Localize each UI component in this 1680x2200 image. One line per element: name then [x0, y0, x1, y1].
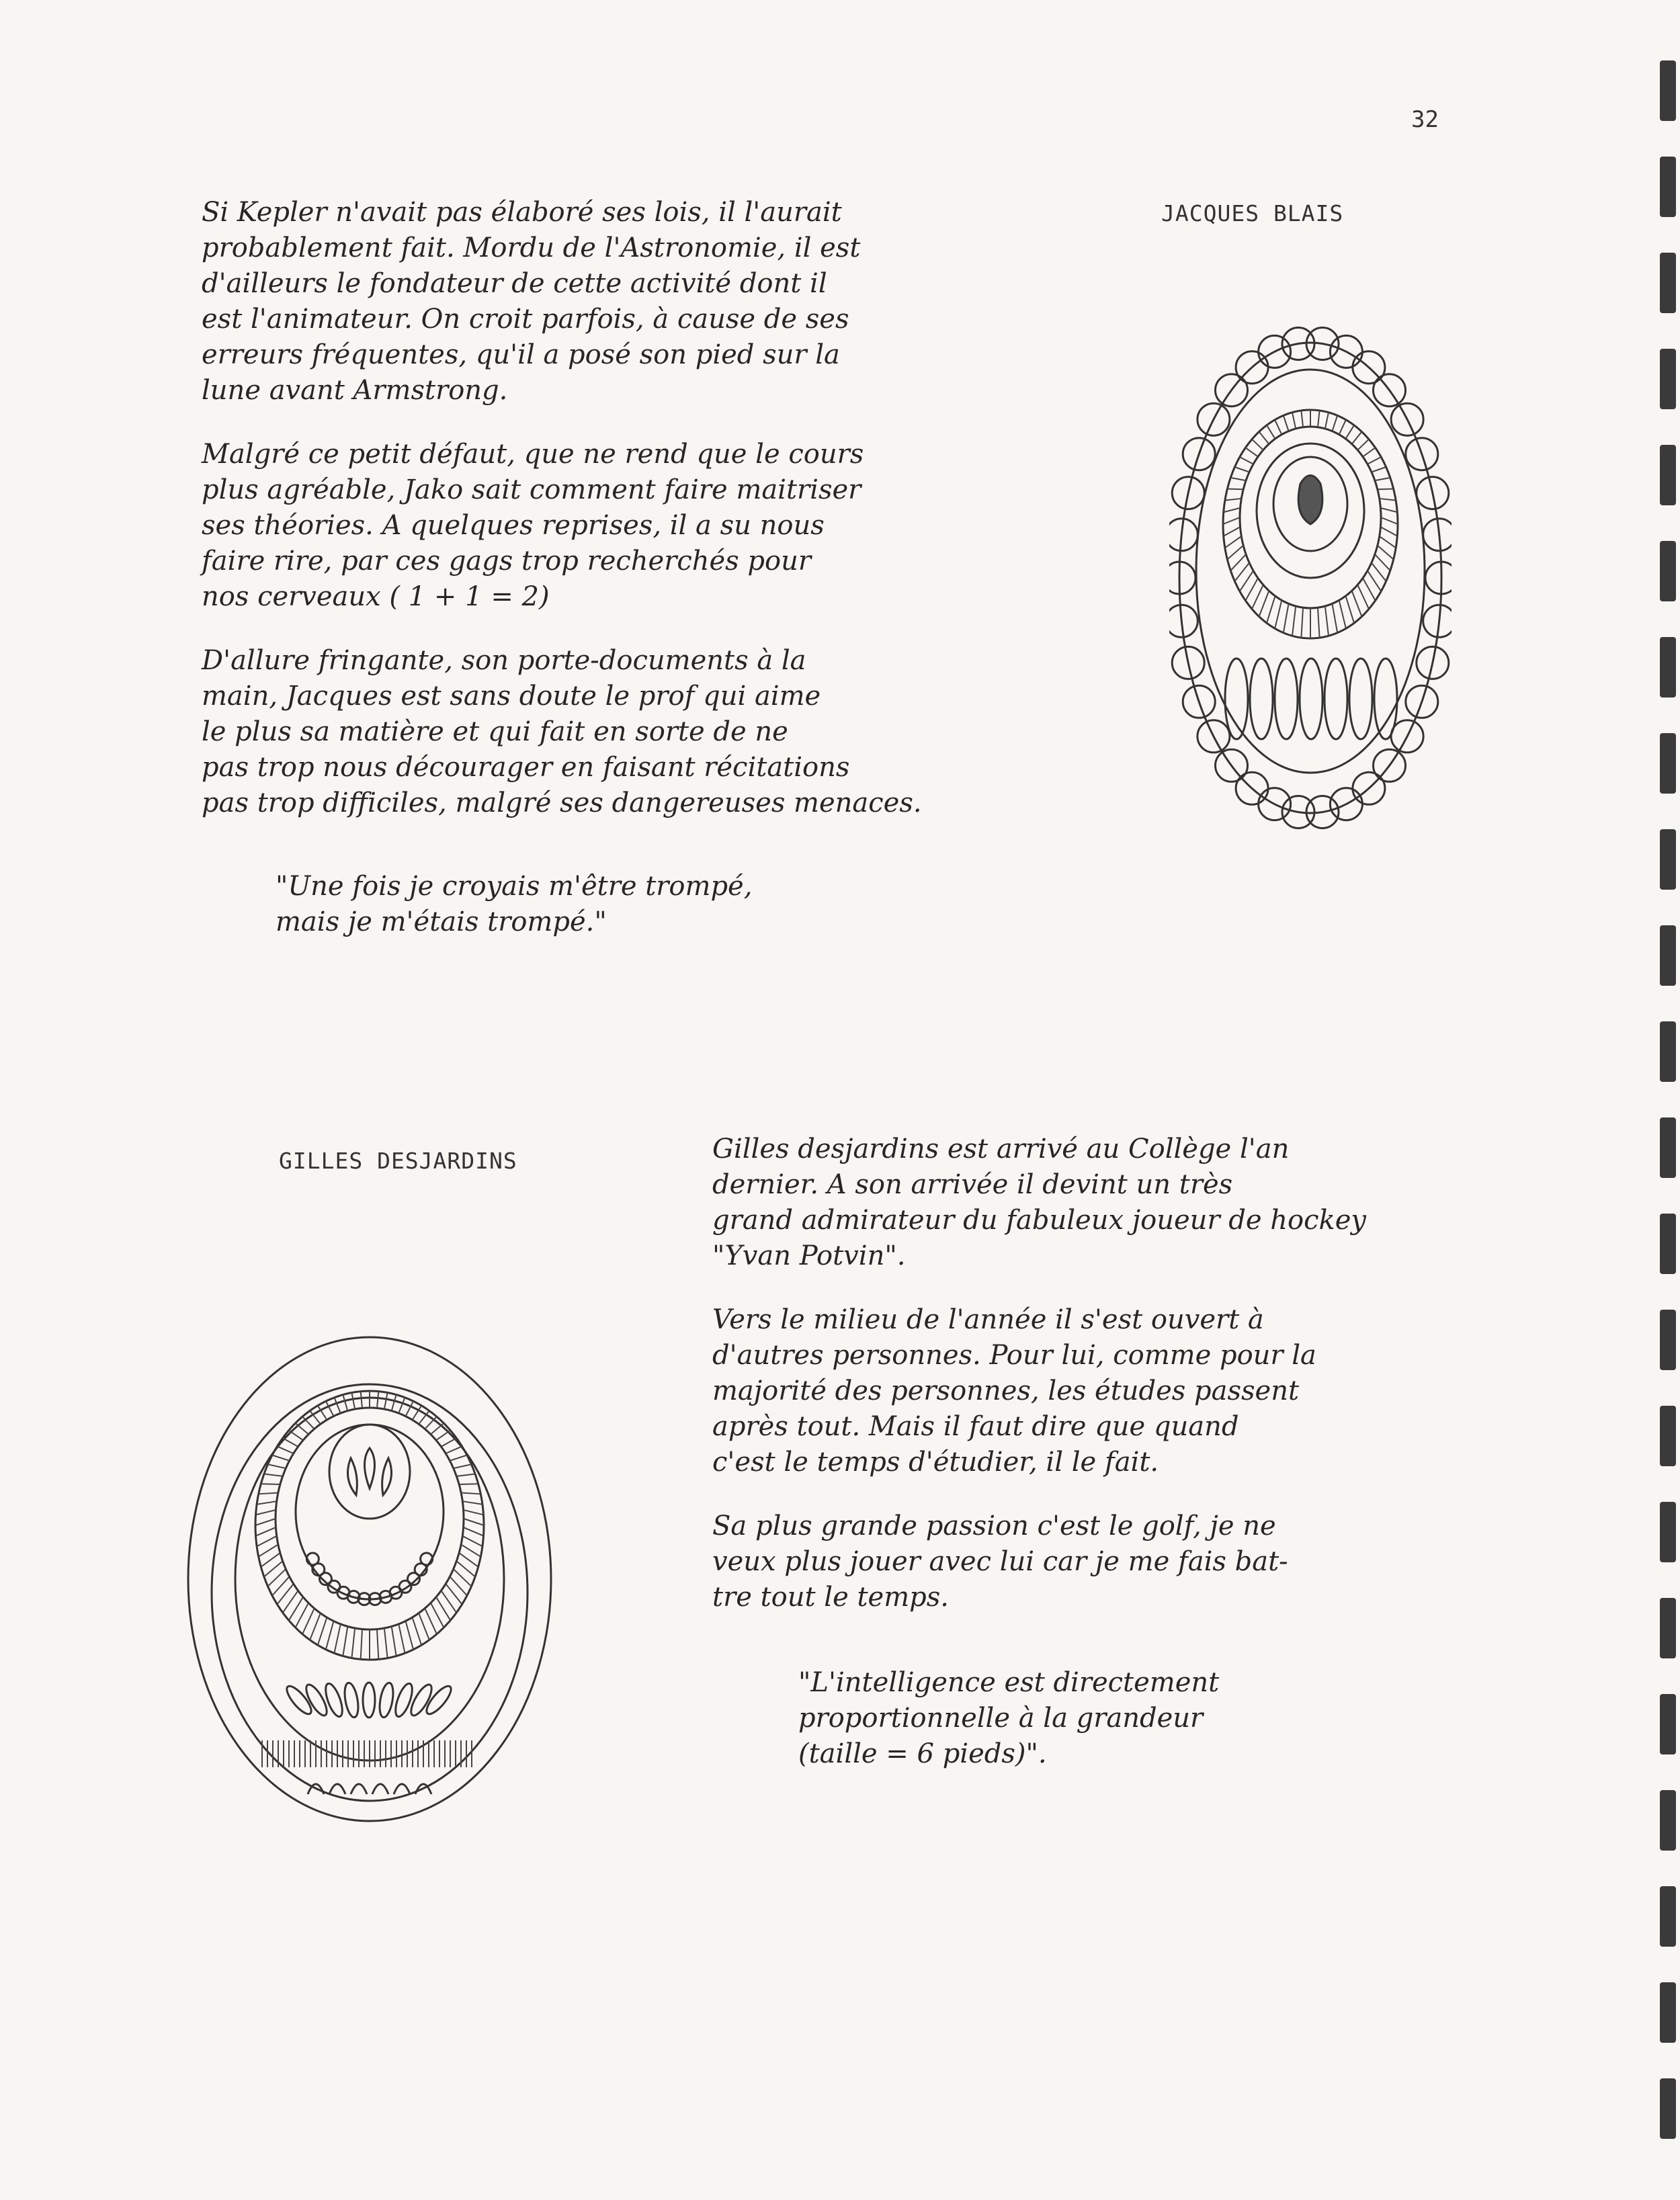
section-name-jacques-blais: JACQUES BLAIS — [1161, 200, 1344, 226]
section-2-quote — [798, 1665, 1403, 1772]
binding-hole — [1660, 60, 1676, 121]
page-number: 32 — [1411, 106, 1439, 133]
binding-hole — [1660, 1502, 1676, 1562]
section-2-text — [712, 1132, 1485, 1615]
quote-text: "L'intelligence est directement proportionnelle à la grandeur (taille = 6 pieds)". — [798, 1667, 1220, 1769]
binding-hole — [1660, 1310, 1676, 1370]
paragraph: D'allure fringante, son porte-documents à la main, Jacques est sans doute le prof qui aime le plus sa matière et qui fait en sorte de ne pas trop nous décourager en faisant récitations pas trop difficiles, malgré ses dangereuses menaces. — [202, 645, 922, 818]
binding-hole — [1660, 925, 1676, 986]
binding-hole — [1660, 1790, 1676, 1851]
decorative-medallion-1 — [1169, 323, 1452, 833]
paragraph: Si Kepler n'avait pas élaboré ses lois, il l'aurait probablement fait. Mordu de l'Astronomie, il est d'ailleurs le fondateur de cette activité dont il est l'animateur. On croit parfois, à cause de ses erreurs fréquentes, qu'il a posé son pied sur la lune avant Armstrong. — [202, 197, 861, 406]
spiral-binding — [1653, 0, 1680, 2200]
section-name-gilles-desjardins: GILLES DESJARDINS — [279, 1148, 517, 1174]
binding-hole — [1660, 157, 1676, 217]
quote-text: "Une fois je croyais m'être trompé, mais je m'étais trompé." — [276, 871, 753, 937]
binding-hole — [1660, 1021, 1676, 1082]
binding-hole — [1660, 349, 1676, 409]
binding-hole — [1660, 1214, 1676, 1274]
binding-hole — [1660, 1598, 1676, 1658]
binding-hole — [1660, 1406, 1676, 1466]
decorative-medallion-2 — [175, 1324, 564, 1834]
paragraph: Gilles desjardins est arrivé au Collège l'an dernier. A son arrivée il devint un très grand admirateur du fabuleux joueur de hockey "Yvan Potvin". — [712, 1134, 1367, 1271]
binding-hole — [1660, 829, 1676, 890]
binding-hole — [1660, 1886, 1676, 1947]
binding-hole — [1660, 733, 1676, 794]
section-1-quote — [276, 869, 981, 940]
paragraph: Sa plus grande passion c'est le golf, je ne veux plus jouer avec lui car je me fais bat- tre tout le temps. — [712, 1511, 1288, 1613]
binding-hole — [1660, 541, 1676, 601]
binding-hole — [1660, 445, 1676, 505]
binding-hole — [1660, 1117, 1676, 1178]
binding-hole — [1660, 637, 1676, 697]
binding-hole — [1660, 1982, 1676, 2043]
binding-hole — [1660, 2078, 1676, 2139]
paragraph: Vers le milieu de l'année il s'est ouvert à d'autres personnes. Pour lui, comme pour la majorité des personnes, les études passent après tout. Mais il faut dire que quand c'est le temps d'étudier, il le fait. — [712, 1304, 1316, 1478]
binding-hole — [1660, 1694, 1676, 1754]
binding-hole — [1660, 253, 1676, 313]
section-1-text — [202, 195, 1109, 821]
paragraph: Malgré ce petit défaut, que ne rend que le cours plus agréable, Jako sait comment faire maitriser ses théories. A quelques reprises, il a su nous faire rire, par ces gags trop recherchés pour nos cerveaux ( 1 + 1 = 2) — [202, 439, 864, 612]
